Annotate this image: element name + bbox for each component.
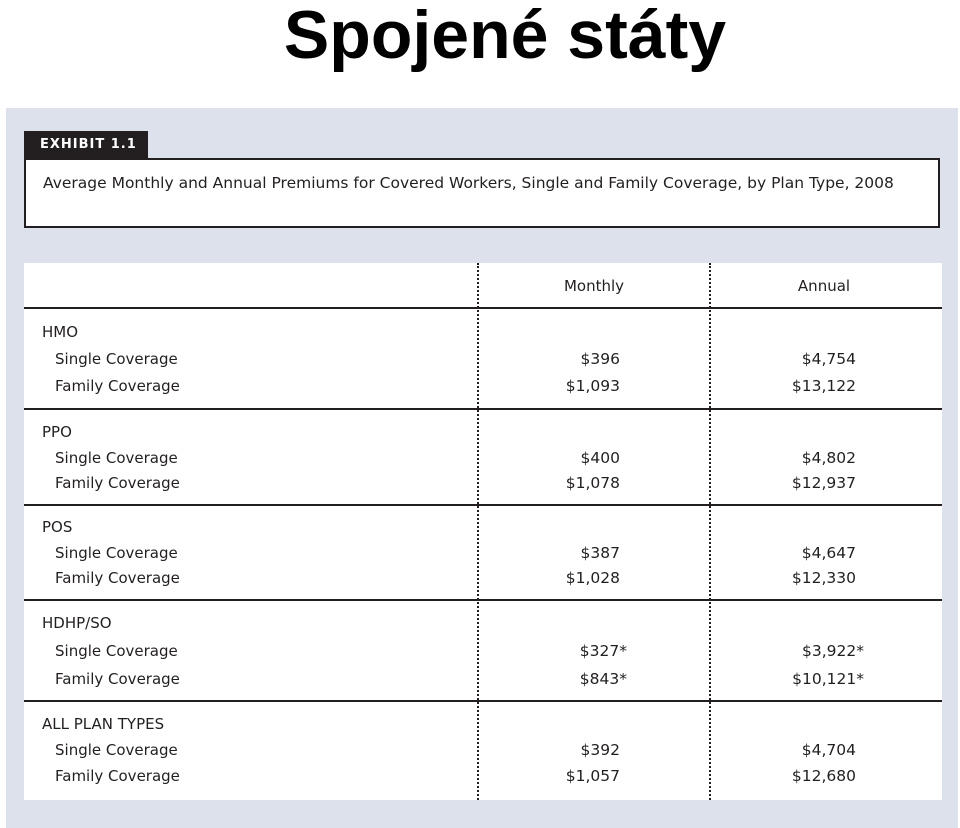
row-label: Single Coverage xyxy=(55,544,178,562)
group-name: HMO xyxy=(42,323,79,341)
column-divider-monthly xyxy=(477,263,479,800)
header-rule xyxy=(24,307,942,309)
annual-value: $13,122 xyxy=(791,377,856,395)
row-label: Single Coverage xyxy=(55,350,178,368)
group-rule xyxy=(24,408,942,410)
row-label: Family Coverage xyxy=(55,767,180,785)
annual-value: $4,802 xyxy=(801,449,856,467)
annual-value: $4,647 xyxy=(801,544,856,562)
row-label: Single Coverage xyxy=(55,741,178,759)
annual-value: $4,704 xyxy=(801,741,856,759)
table-row xyxy=(24,569,942,593)
annual-value: $12,680 xyxy=(791,767,856,785)
group-rule xyxy=(24,700,942,702)
table-row xyxy=(24,670,942,694)
monthly-value: $1,078 xyxy=(565,474,620,492)
monthly-value: $1,093 xyxy=(565,377,620,395)
annual-value: $12,330 xyxy=(791,569,856,587)
monthly-value: $327* xyxy=(579,642,627,660)
annual-value: $10,121* xyxy=(792,670,864,688)
row-label: Family Coverage xyxy=(55,377,180,395)
group-name: HDHP/SO xyxy=(42,614,112,632)
table-row xyxy=(24,544,942,568)
table-row xyxy=(24,474,942,498)
group-name: ALL PLAN TYPES xyxy=(42,715,165,733)
row-label: Single Coverage xyxy=(55,642,178,660)
row-label: Family Coverage xyxy=(55,670,180,688)
header-annual: Annual xyxy=(797,277,851,295)
premiums-table xyxy=(24,263,942,800)
exhibit-caption: Average Monthly and Annual Premiums for Covered Workers, Single and Family Coverage, by Plan Type, 2008 xyxy=(24,158,940,228)
table-row xyxy=(24,350,942,374)
monthly-value: $400 xyxy=(580,449,620,467)
monthly-value: $396 xyxy=(580,350,620,368)
group-rule xyxy=(24,599,942,601)
group-rule xyxy=(24,504,942,506)
monthly-value: $1,057 xyxy=(565,767,620,785)
monthly-value: $1,028 xyxy=(565,569,620,587)
annual-value: $4,754 xyxy=(801,350,856,368)
group-name: POS xyxy=(42,518,73,536)
row-label: Family Coverage xyxy=(55,474,180,492)
table-row xyxy=(24,377,942,401)
table-row xyxy=(24,642,942,666)
annual-value: $12,937 xyxy=(791,474,856,492)
exhibit-label: EXHIBIT 1.1 xyxy=(24,131,148,158)
annual-value: $3,922* xyxy=(802,642,864,660)
slide-title: Spojené státy xyxy=(283,0,727,73)
monthly-value: $843* xyxy=(579,670,627,688)
monthly-value: $392 xyxy=(580,741,620,759)
row-label: Single Coverage xyxy=(55,449,178,467)
group-name: PPO xyxy=(42,423,72,441)
table-row xyxy=(24,449,942,473)
row-label: Family Coverage xyxy=(55,569,180,587)
table-row xyxy=(24,741,942,765)
table-row xyxy=(24,767,942,791)
monthly-value: $387 xyxy=(580,544,620,562)
column-divider-annual xyxy=(709,263,711,800)
header-monthly: Monthly xyxy=(563,277,625,295)
